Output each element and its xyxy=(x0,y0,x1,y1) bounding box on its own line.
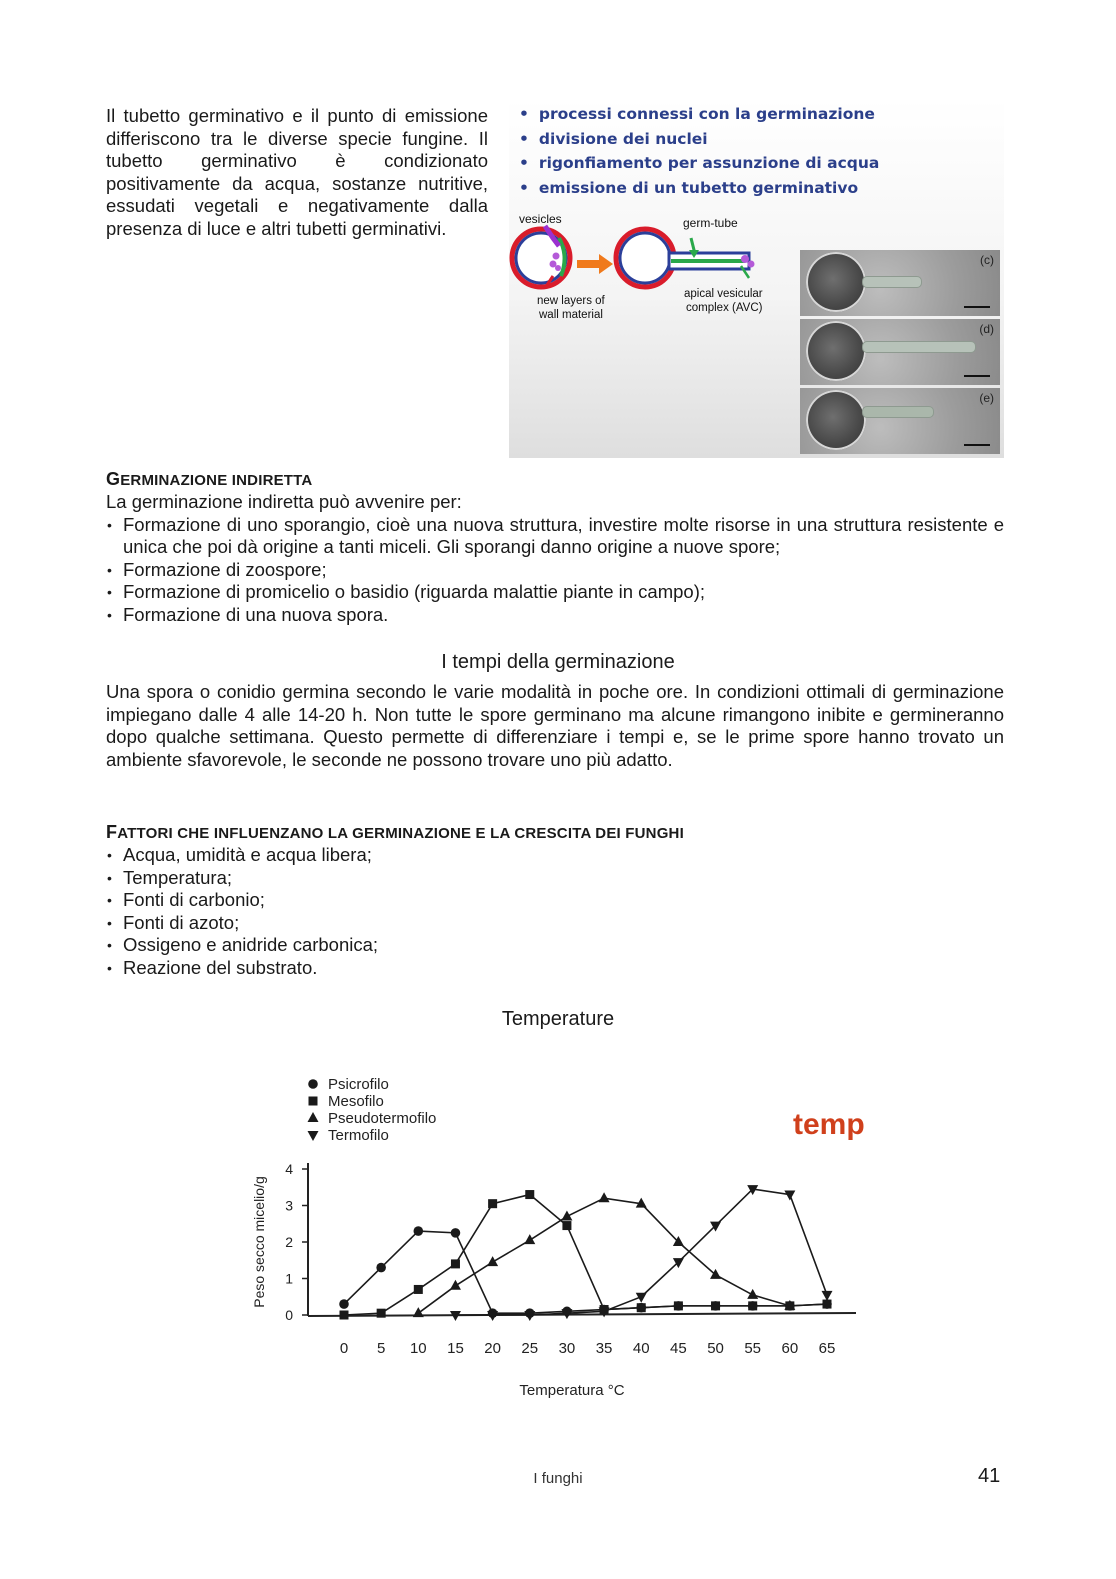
germinazione-indiretta-body xyxy=(106,491,1004,626)
list-item: • Temperatura; xyxy=(106,867,1004,890)
data-point-psicrofilo xyxy=(376,1263,386,1273)
series-line-pseudotermofilo xyxy=(418,1198,790,1313)
data-point-pseudotermofilo xyxy=(413,1307,424,1317)
label-new-layers-1: new layers of xyxy=(537,295,605,307)
data-point-psicrofilo xyxy=(451,1228,461,1238)
x-tick-label: 35 xyxy=(595,1340,613,1357)
legend-marker xyxy=(308,1112,319,1122)
x-tick-label: 55 xyxy=(744,1340,762,1357)
list-item: • Formazione di promicelio o basidio (riguarda malattie piante in campo); xyxy=(106,581,1004,604)
legend-label: Pseudotermofilo xyxy=(328,1110,437,1127)
data-point-termofilo xyxy=(822,1291,833,1301)
data-point-psicrofilo xyxy=(414,1226,424,1236)
section-title-tempi: I tempi della germinazione xyxy=(441,651,675,673)
germinazione-indiretta-list xyxy=(106,514,1004,627)
chart-svg xyxy=(240,1060,870,1410)
data-point-termofilo xyxy=(784,1191,795,1201)
micrograph-c: (c) xyxy=(800,250,1000,316)
fattori-body xyxy=(106,844,1004,979)
legend-label: Psicrofilo xyxy=(328,1076,389,1093)
legend-label: Termofilo xyxy=(328,1127,389,1144)
data-point-pseudotermofilo xyxy=(747,1289,758,1299)
x-tick-label: 30 xyxy=(558,1340,576,1357)
legend-marker xyxy=(308,1079,318,1089)
germination-figure xyxy=(509,98,1004,458)
figure-bullet: • rigonfiamento per assunzione di acqua xyxy=(519,151,879,176)
figure-bullet: • processi connessi con la germinazione xyxy=(519,102,879,127)
tempi-paragraph: Una spora o conidio germina secondo le varie modalità in poche ore. In condizioni ottimali di germinazione impiegano dalle 4 alle 14-20 h. Non tutte le spore germinano ma alcune rimangono inibite e germineranno dopo qualche settimana. Questo permette di differenziare i tempi e, se le prime spore hanno trovato un ambiente sfavorevole, le seconde ne possono trovare uno più adatto. xyxy=(106,681,1004,770)
y-tick-label: 3 xyxy=(285,1197,293,1214)
data-point-mesofilo xyxy=(525,1190,534,1199)
x-axis xyxy=(308,1313,856,1316)
legend-marker xyxy=(309,1097,318,1106)
x-axis-label: Temperatura °C xyxy=(519,1382,625,1399)
data-point-mesofilo xyxy=(414,1285,423,1294)
x-tick-label: 20 xyxy=(484,1340,501,1357)
y-tick-label: 2 xyxy=(285,1234,293,1250)
data-point-mesofilo xyxy=(377,1309,386,1318)
x-tick-label: 15 xyxy=(447,1340,464,1357)
x-tick-label: 5 xyxy=(376,1340,386,1357)
list-item: • Formazione di uno sporangio, cioè una nuova struttura, investire molte risorse in una struttura resistente e unica che poi dà origine a tanti miceli. Gli sporangi danno origine a nuove spore; xyxy=(106,514,1004,559)
list-item: • Ossigeno e anidride carbonica; xyxy=(106,934,1004,957)
legend-marker xyxy=(308,1131,319,1141)
x-tick-label: 65 xyxy=(818,1340,836,1357)
data-point-pseudotermofilo xyxy=(710,1269,721,1279)
label-avc-2: complex (AVC) xyxy=(686,302,763,314)
data-point-mesofilo xyxy=(711,1301,720,1310)
list-item: • Reazione del substrato. xyxy=(106,957,1004,980)
x-tick-label: 0 xyxy=(339,1340,349,1357)
label-germ-tube: germ-tube xyxy=(683,216,738,230)
data-point-pseudotermofilo xyxy=(487,1256,498,1266)
x-tick-label: 45 xyxy=(670,1340,687,1357)
y-tick-label: 4 xyxy=(285,1161,293,1177)
germ-tube-diagram xyxy=(509,198,799,328)
list-item: • Formazione di una nuova spora. xyxy=(106,604,1004,627)
figure-bullet: • divisione dei nuclei xyxy=(519,127,879,152)
x-tick-label: 50 xyxy=(707,1340,724,1357)
list-item: • Formazione di zoospore; xyxy=(106,559,1004,582)
list-item: • Acqua, umidità e acqua libera; xyxy=(106,844,1004,867)
data-point-mesofilo xyxy=(488,1199,497,1208)
footer-label: I funghi xyxy=(533,1470,583,1487)
label-new-layers-2: wall material xyxy=(539,309,603,321)
y-tick-label: 1 xyxy=(285,1270,293,1287)
label-avc-1: apical vesicular xyxy=(684,288,763,300)
list-item: • Fonti di carbonio; xyxy=(106,889,1004,912)
data-point-psicrofilo xyxy=(339,1299,349,1309)
page-number: 41 xyxy=(978,1465,1001,1487)
x-tick-label: 40 xyxy=(632,1340,650,1357)
fattori-list xyxy=(106,844,1004,979)
data-point-pseudotermofilo xyxy=(524,1234,535,1244)
data-point-mesofilo xyxy=(674,1301,683,1310)
figure-bullet: • emissione di un tubetto germinativo xyxy=(519,176,879,201)
section-heading-germinazione-indiretta: GERMINAZIONE INDIRETTA xyxy=(106,469,313,489)
data-point-pseudotermofilo xyxy=(599,1192,610,1202)
y-axis-label: Peso secco micelio/g xyxy=(251,1176,267,1308)
germinazione-indiretta-intro: La germinazione indiretta può avvenire per: xyxy=(106,491,462,512)
legend-label: Mesofilo xyxy=(328,1093,384,1110)
x-tick-label: 25 xyxy=(521,1340,539,1357)
data-point-mesofilo xyxy=(562,1221,571,1230)
data-point-mesofilo xyxy=(340,1311,349,1320)
y-tick-label: 0 xyxy=(285,1307,293,1323)
data-point-pseudotermofilo xyxy=(450,1280,461,1290)
data-point-mesofilo xyxy=(451,1259,460,1268)
figure-bullet-list xyxy=(519,102,879,200)
micrograph-d: (d) xyxy=(800,319,1000,385)
x-tick-label: 60 xyxy=(781,1340,799,1357)
x-tick-label: 10 xyxy=(409,1340,427,1357)
chart-title: Temperature xyxy=(501,1008,615,1030)
section-heading-fattori: FATTORI CHE INFLUENZANO LA GERMINAZIONE E LA CRESCITA DEI FUNGHI xyxy=(106,822,684,842)
intro-paragraph: Il tubetto germinativo e il punto di emissione differiscono tra le diverse specie fungine. Il tubetto germinativo è condizionato positivamente da acqua, sostanze nutritive, essudati vegetali e negativamente dalla presenza di luce e altri tubetti germinativi. xyxy=(106,105,488,239)
micrograph-e: (e) xyxy=(800,388,1000,454)
label-vesicles: vesicles xyxy=(519,212,562,226)
series-line-psicrofilo xyxy=(344,1231,827,1313)
data-point-mesofilo xyxy=(748,1301,757,1310)
list-item: • Fonti di azoto; xyxy=(106,912,1004,935)
data-point-mesofilo xyxy=(637,1303,646,1312)
temperature-chart xyxy=(240,1060,870,1410)
chart-annotation: temp xyxy=(793,1108,865,1141)
